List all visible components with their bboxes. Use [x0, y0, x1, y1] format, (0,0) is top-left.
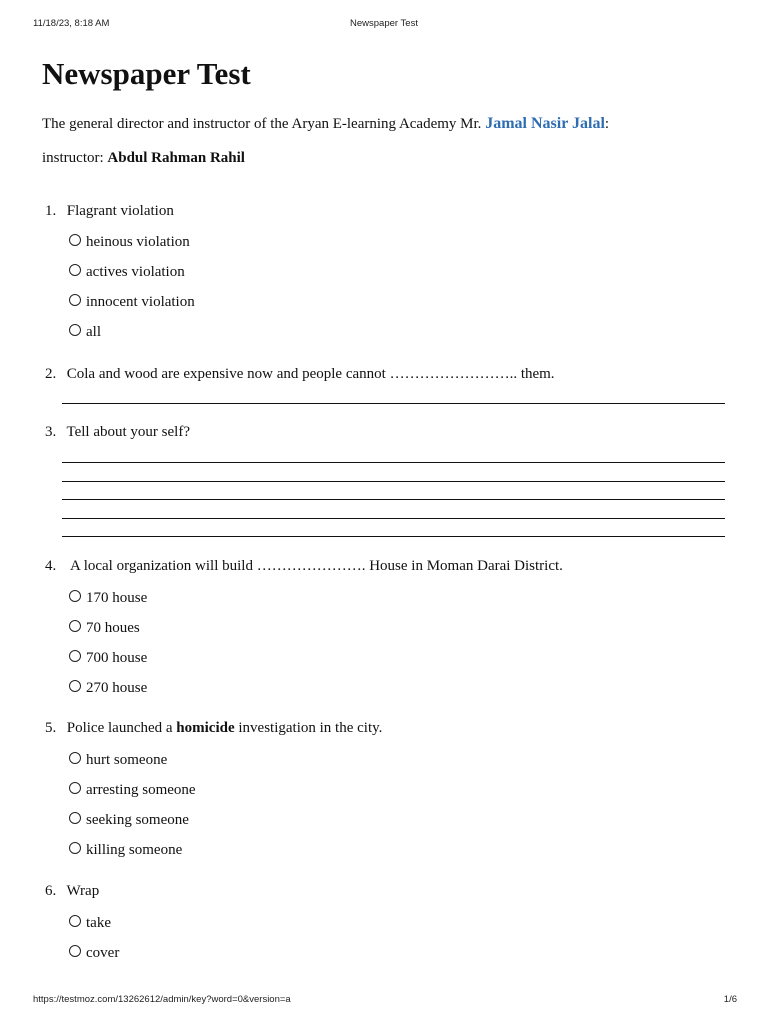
question-4 — [45, 556, 563, 576]
radio-button[interactable] — [69, 620, 81, 632]
question-text-before: Police launched a — [66, 720, 173, 736]
option-q1-b[interactable] — [69, 262, 185, 282]
question-text: Flagrant violation — [66, 203, 174, 219]
option-q4-b[interactable] — [69, 618, 140, 638]
option-q6-a[interactable] — [69, 913, 111, 933]
question-6 — [45, 881, 99, 901]
radio-button[interactable] — [69, 650, 81, 662]
option-label: innocent violation — [86, 294, 195, 310]
question-number: 6. — [45, 883, 57, 899]
page-title: Newspaper Test — [42, 56, 251, 91]
option-q4-c[interactable] — [69, 648, 147, 668]
question-number: 4. — [45, 558, 57, 574]
print-footer — [0, 994, 768, 1008]
radio-button[interactable] — [69, 915, 81, 927]
question-number: 1. — [45, 203, 57, 219]
question-text: A local organization will build …………………. House in Moman Darai District. — [69, 558, 563, 574]
radio-button[interactable] — [69, 264, 81, 276]
instructor-label: instructor: — [42, 150, 104, 166]
instructor-line — [42, 148, 245, 168]
director-name-link[interactable]: Jamal Nasir Jalal — [485, 115, 605, 132]
answer-line[interactable] — [62, 462, 725, 463]
intro-line — [42, 114, 609, 134]
answer-line[interactable] — [62, 536, 725, 537]
question-text: Tell about your self? — [66, 424, 190, 440]
question-2 — [45, 364, 555, 384]
option-label: cover — [86, 945, 120, 961]
question-number: 2. — [45, 366, 57, 382]
print-page-number: 1/6 — [723, 994, 737, 1005]
print-header — [0, 18, 768, 32]
option-q4-a[interactable] — [69, 588, 147, 608]
print-datetime: 11/18/23, 8:18 AM — [33, 18, 110, 29]
radio-button[interactable] — [69, 752, 81, 764]
option-label: seeking someone — [86, 812, 189, 828]
question-number: 3. — [45, 424, 57, 440]
intro-suffix: : — [604, 116, 610, 132]
radio-button[interactable] — [69, 842, 81, 854]
question-text-after: investigation in the city. — [238, 720, 383, 736]
option-q5-b[interactable] — [69, 780, 196, 800]
answer-line[interactable] — [62, 518, 725, 519]
radio-button[interactable] — [69, 590, 81, 602]
radio-button[interactable] — [69, 945, 81, 957]
option-q6-b[interactable] — [69, 943, 119, 963]
print-url: https://testmoz.com/13262612/admin/key?word=0&version=a — [33, 994, 291, 1005]
option-q5-d[interactable] — [69, 840, 182, 860]
option-label: killing someone — [86, 842, 183, 858]
radio-button[interactable] — [69, 294, 81, 306]
question-1 — [45, 201, 174, 221]
option-label: 70 houes — [86, 620, 140, 636]
option-q1-d[interactable] — [69, 322, 101, 342]
option-q1-c[interactable] — [69, 292, 195, 312]
option-label: take — [86, 915, 111, 931]
answer-line[interactable] — [62, 481, 725, 482]
option-q1-a[interactable] — [69, 232, 190, 252]
instructor-name: Abdul Rahman Rahil — [107, 150, 245, 166]
radio-button[interactable] — [69, 234, 81, 246]
option-label: heinous violation — [86, 234, 190, 250]
print-doc-title: Newspaper Test — [350, 18, 418, 29]
intro-text: The general director and instructor of the Aryan E-learning Academy Mr. — [42, 116, 482, 132]
option-label: 170 house — [86, 590, 148, 606]
radio-button[interactable] — [69, 680, 81, 692]
option-label: hurt someone — [86, 752, 168, 768]
question-5 — [45, 718, 382, 738]
answer-line[interactable] — [62, 499, 725, 500]
option-label: arresting someone — [86, 782, 196, 798]
radio-button[interactable] — [69, 812, 81, 824]
answer-line[interactable] — [62, 403, 725, 404]
option-q5-a[interactable] — [69, 750, 167, 770]
question-text: Cola and wood are expensive now and people cannot …………………….. them. — [66, 366, 555, 382]
question-keyword: homicide — [176, 720, 235, 736]
option-label: actives violation — [86, 264, 185, 280]
option-label: 270 house — [86, 680, 148, 696]
question-number: 5. — [45, 720, 57, 736]
radio-button[interactable] — [69, 324, 81, 336]
radio-button[interactable] — [69, 782, 81, 794]
option-q4-d[interactable] — [69, 678, 147, 698]
question-3 — [45, 422, 190, 442]
question-text: Wrap — [66, 883, 100, 899]
option-label: all — [86, 324, 101, 340]
option-q5-c[interactable] — [69, 810, 189, 830]
option-label: 700 house — [86, 650, 148, 666]
